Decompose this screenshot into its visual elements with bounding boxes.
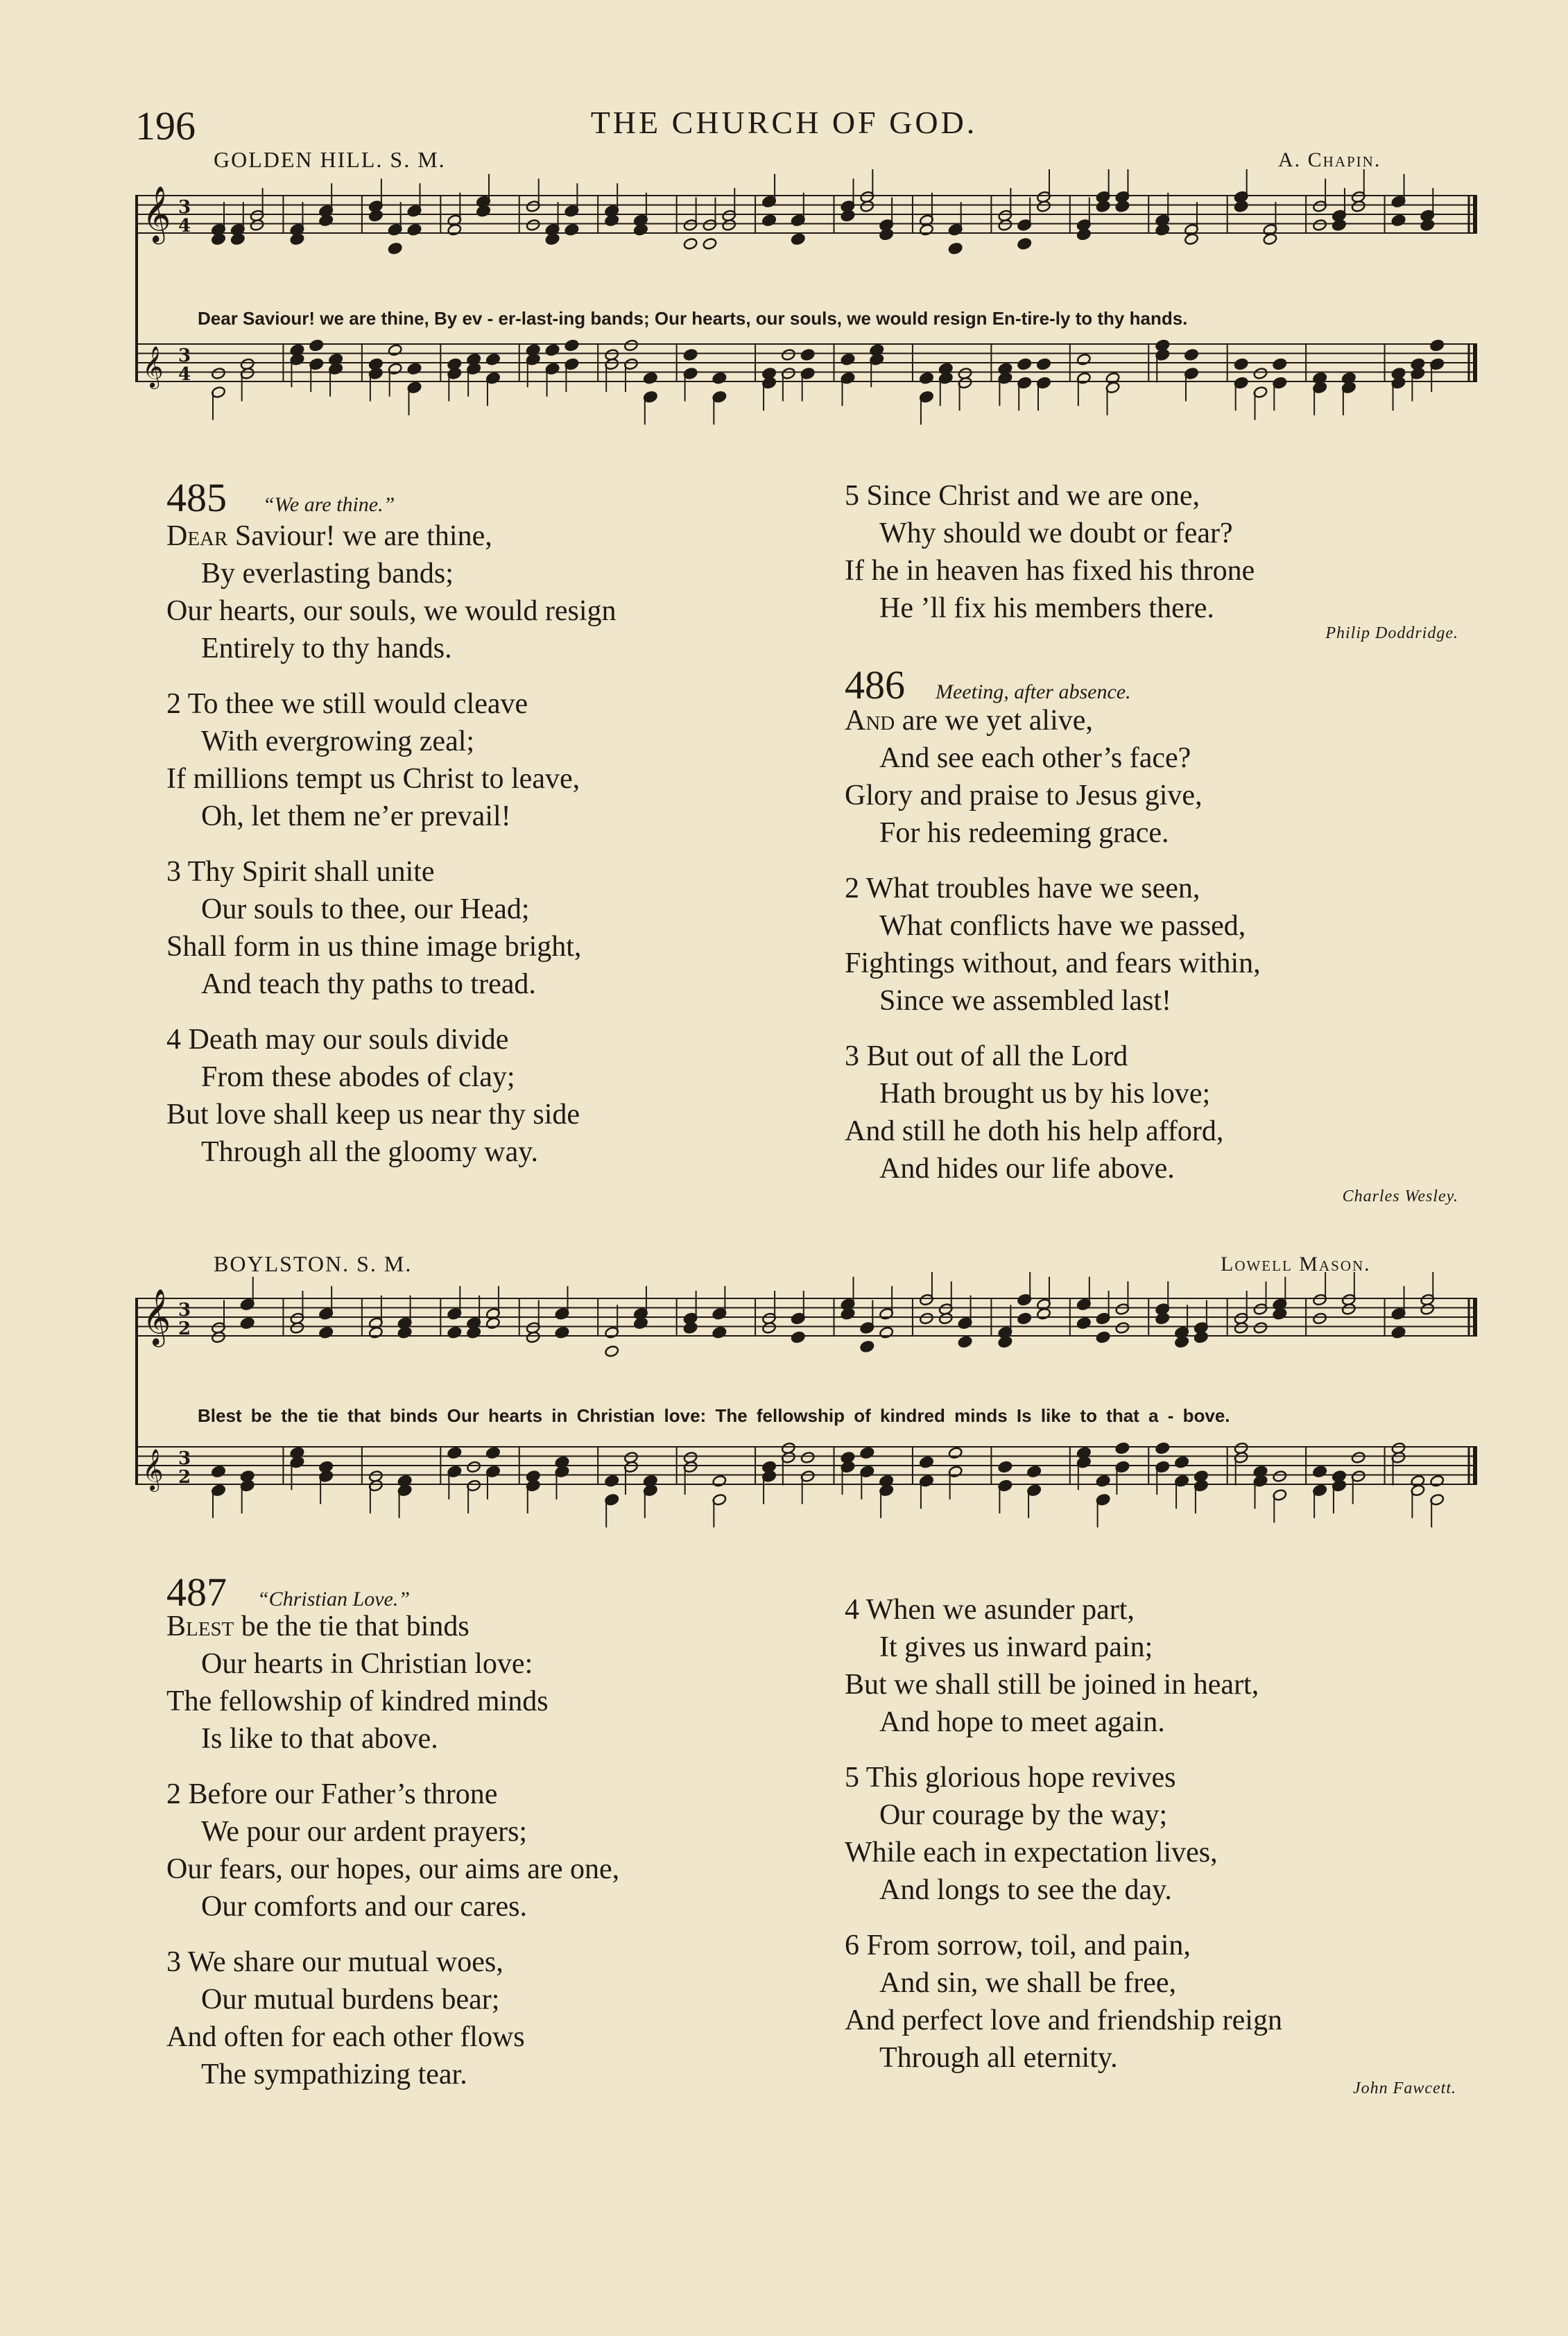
verse-line: This glorious hope revives [865,1762,1176,1794]
verse-line: And hides our life above. [879,1153,1175,1185]
svg-text:4: 4 [178,364,191,385]
hymn-number: 486 [845,662,905,707]
verse-line: And still he doth his help afford, [845,1115,1224,1147]
hymn-title: Meeting, after absence. [936,680,1131,703]
verse-line: Oh, let them ne’er prevail! [201,800,511,832]
tune-lyrics: Blest be the tie that binds Our hearts in Christian love: The fellowship of kindred minds Is like to that a - bove. [198,1405,1230,1426]
verse-line: And sin, we shall be free, [879,1967,1177,1999]
verse-line: From sorrow, toil, and pain, [866,1930,1191,1961]
hymn-487-continued [845,1591,1469,2077]
tune-name: BOYLSTON. S. M. [214,1251,413,1276]
author-credit: Charles Wesley. [1342,1187,1458,1205]
verse-line: What troubles have we seen, [865,873,1200,904]
verse-line: The fellowship of kindred minds [166,1685,549,1717]
verse-line: Since Christ and we are one, [866,480,1200,512]
verse-line: If millions tempt us Christ to leave, [166,763,580,795]
verse-line: To thee we still would cleave [187,688,528,720]
verse-line: Thy Spirit shall unite [187,856,435,888]
verse-line: are we yet alive, [895,705,1093,737]
hymn-486 [845,662,1469,1206]
running-head: THE CHURCH OF GOD. [590,105,978,140]
hymn-number: 487 [166,1570,227,1615]
verse-line: What conflicts have we passed, [879,910,1246,942]
stanza-number: 2 [845,873,859,904]
composer-name: Lowell Mason. [1221,1253,1371,1276]
svg-text:2: 2 [178,1319,191,1339]
hymn-number: 485 [166,475,227,520]
stanza-number: 3 [845,1040,859,1072]
verse-line: We share our mutual woes, [187,1946,503,1978]
tune-lyrics: Dear Saviour! we are thine, By ev - er-last-ing bands; Our hearts, our souls, we would resign En-tire-ly to thy hands. [198,308,1188,329]
page-number: 196 [135,103,196,148]
verse-line: If he in heaven has fixed his throne [845,555,1255,587]
verse-line: For his redeeming grace. [879,817,1169,849]
verse-line: And often for each other flows [166,2021,525,2053]
stanza-number: 6 [845,1930,859,1961]
verse-line: Our hearts, our souls, we would resign [166,595,617,627]
svg-text:4: 4 [178,216,191,237]
hymn-487 [166,1569,619,2111]
stanza-number: 5 [845,480,859,512]
svg-text:3: 3 [178,1300,191,1321]
hymn-485-continued [845,477,1469,643]
stanza-number: 2 [166,688,181,720]
verse-line: Why should we doubt or fear? [879,517,1233,549]
verse-line: be the tie that binds [234,1611,469,1642]
verse-line: Through all eternity. [879,2042,1118,2074]
verse-line: But love shall keep us near thy side [166,1099,580,1131]
verse-line: Before our Father’s throne [188,1778,498,1810]
composer-name: A. Chapin. [1278,148,1381,171]
verse-line: It gives us inward pain; [879,1631,1153,1663]
verse-line: Our mutual burdens bear; [201,1984,500,2016]
verse-line: Our fears, our hopes, our aims are one, [166,1853,620,1885]
svg-text:𝄞: 𝄞 [142,1288,171,1345]
svg-text:3: 3 [178,345,191,366]
svg-text:3: 3 [178,197,191,218]
verse-line: While each in expectation lives, [845,1837,1218,1869]
verse-line: He ’ll fix his members there. [879,592,1214,624]
svg-text:3: 3 [178,1448,191,1469]
stanza-number: 3 [166,856,181,888]
verse-line: And teach thy paths to tread. [201,968,536,1000]
verse-line: Our courage by the way; [879,1799,1168,1831]
stanza-number: 3 [166,1946,181,1978]
verse-line: Our souls to thee, our Head; [201,893,530,925]
verse-line: And longs to see the day. [879,1874,1172,1906]
verse-line: Through all the gloomy way. [201,1136,539,1168]
verse-line: Since we assembled last! [879,985,1172,1017]
hymn-485 [166,474,617,1189]
stanza-number: 2 [166,1778,181,1810]
verse-line: And perfect love and friendship reign [845,2004,1282,2036]
verse-line: Saviour! we are thine, [227,520,492,552]
verse-line: Shall form in us thine image bright, [166,931,582,963]
svg-text:𝄞: 𝄞 [142,346,164,388]
verse-line: With evergrowing zeal; [201,725,475,757]
verse-line: Death may our souls divide [188,1024,509,1056]
verse-line: By everlasting bands; [201,558,454,590]
verse-line: But out of all the Lord [866,1040,1128,1072]
first-word: And [845,705,895,737]
verse-line: From these abodes of clay; [201,1061,515,1093]
verse-line: Glory and praise to Jesus give, [845,780,1203,811]
first-word: Dear [166,520,228,552]
verse-line: Fightings without, and fears within, [845,947,1261,979]
verse-line: We pour our ardent prayers; [201,1816,528,1848]
verse-line: The sympathizing tear. [201,2059,467,2090]
verse-line: Our comforts and our cares. [201,1891,527,1923]
first-word: Blest [166,1611,234,1642]
tune-name: GOLDEN HILL. S. M. [214,147,446,172]
stanza-number: 5 [845,1762,859,1794]
hymn-title: “We are thine.” [263,493,395,516]
verse-line: Is like to that above. [201,1723,438,1755]
verse-line: Hath brought us by his love; [879,1078,1211,1110]
verse-line: Entirely to thy hands. [201,633,452,664]
author-credit: John Fawcett. [1353,2079,1456,2097]
author-credit: Philip Doddridge. [1325,624,1458,642]
verse-line: But we shall still be joined in heart, [845,1669,1259,1701]
hymn-title: “Christian Love.” [257,1588,411,1611]
verse-line: And see each other’s face? [879,742,1191,774]
verse-line: When we asunder part, [865,1594,1135,1626]
verse-line: And hope to meet again. [879,1706,1165,1738]
svg-text:𝄞: 𝄞 [142,1449,164,1491]
stanza-number: 4 [845,1594,859,1626]
verse-line: Our hearts in Christian love: [201,1648,533,1680]
svg-text:2: 2 [178,1467,191,1488]
svg-text:𝄞: 𝄞 [142,185,171,242]
stanza-number: 4 [166,1024,181,1056]
